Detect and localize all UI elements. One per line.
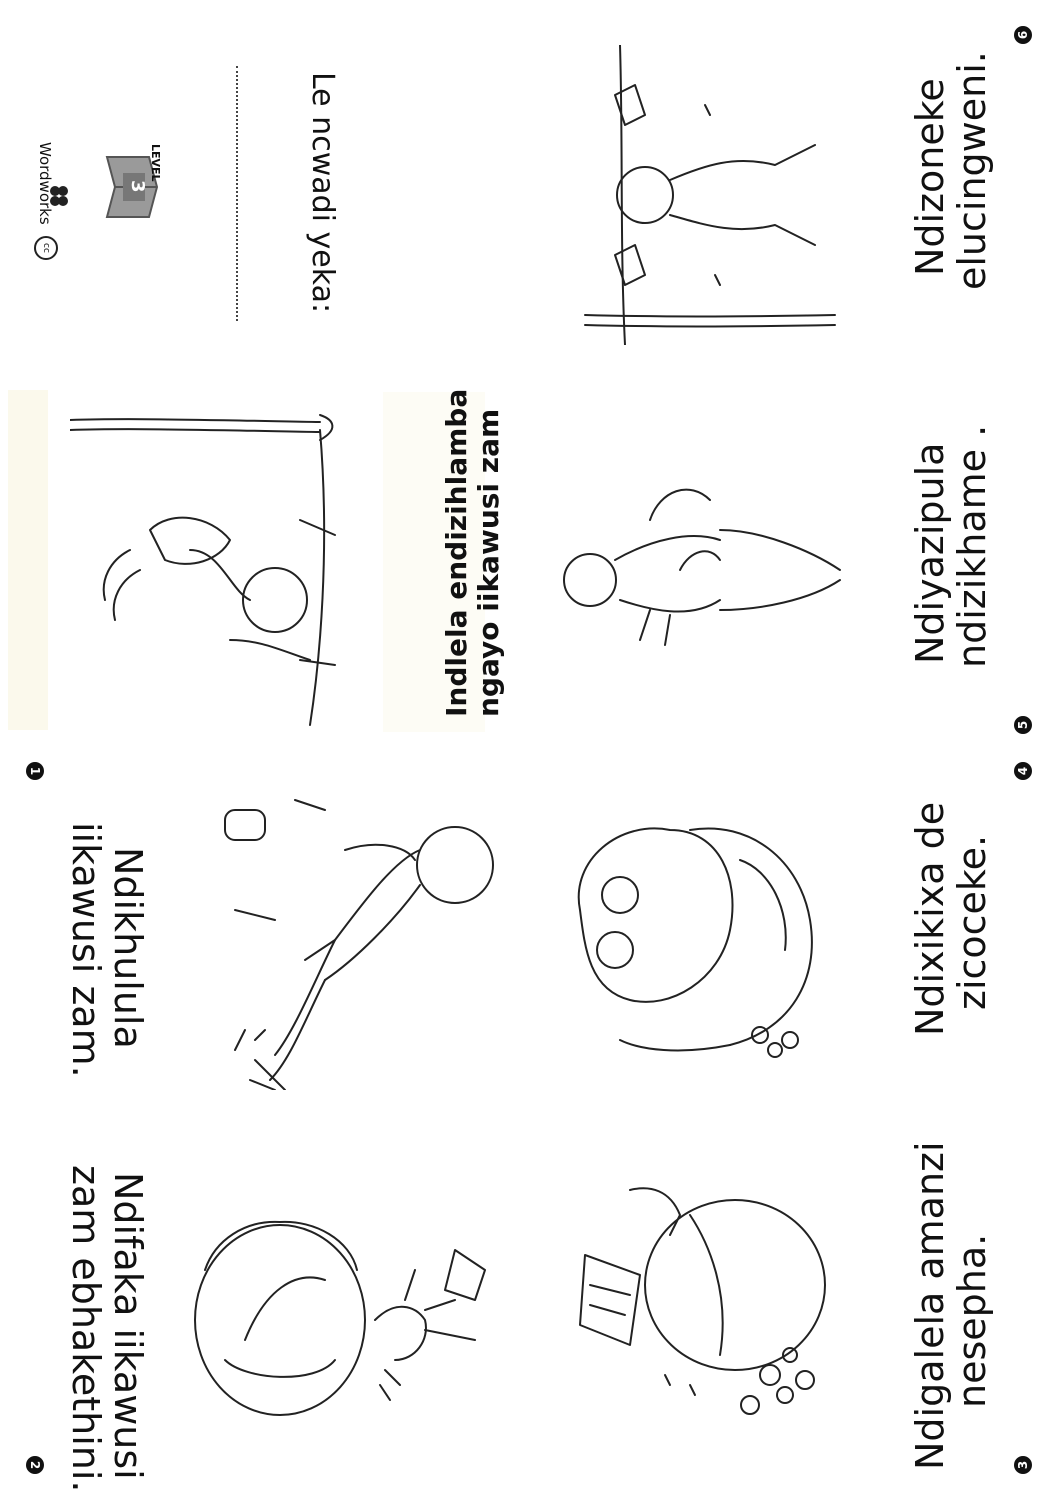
title-line-2: ngayo iikawusi zam <box>472 408 505 717</box>
page5-caption-line2: ndizikhame . <box>950 424 994 668</box>
page5-illustration <box>560 460 850 660</box>
page2-caption-line1: Ndifaka iikawusi <box>106 1172 150 1480</box>
page3-caption-line1: Ndigalela amanzi <box>908 1141 952 1470</box>
brand-name: Wordworks <box>36 142 54 225</box>
page6-illustration <box>575 45 840 345</box>
page-number-4: 4 <box>1014 762 1032 780</box>
page-number-1: 1 <box>26 762 44 780</box>
page2-caption-line2: zam ebhakethini. <box>64 1165 108 1493</box>
page3-illustration <box>570 1175 840 1445</box>
title-box <box>383 388 505 732</box>
page4-caption-line1: Ndixikixa de <box>908 801 952 1036</box>
page6-caption-line2: elucingweni. <box>950 51 994 290</box>
page1-caption-line2: iikawusi zam. <box>64 822 108 1078</box>
page1-illustration <box>215 790 505 1090</box>
title-line-1: Indlela endizihlamba <box>440 388 473 717</box>
page6-caption-line1: Ndizoneke <box>908 78 952 276</box>
cover-strip <box>8 390 48 730</box>
page-number-3: 3 <box>1014 1456 1032 1474</box>
level-badge <box>96 142 168 232</box>
cc-icon: cc <box>34 236 58 260</box>
page3-caption-line2: nesepha. <box>950 1233 994 1408</box>
owner-label: Le ncwadi yeka: <box>305 72 340 314</box>
owner-name-line <box>236 66 238 321</box>
page2-illustration <box>185 1210 505 1420</box>
page-number-5: 5 <box>1014 716 1032 734</box>
page-number-6: 6 <box>1014 26 1032 44</box>
page4-illustration <box>560 800 840 1065</box>
cover-illustration <box>70 400 370 730</box>
level-number: 3 <box>127 180 148 193</box>
page-number-2: 2 <box>26 1456 44 1474</box>
level-label: LEVEL <box>149 144 162 182</box>
page4-caption-line2: zicoceke. <box>950 834 994 1010</box>
page5-caption-line1: Ndiyazipula <box>908 442 952 664</box>
page1-caption-line1: Ndikhulula <box>106 847 150 1049</box>
